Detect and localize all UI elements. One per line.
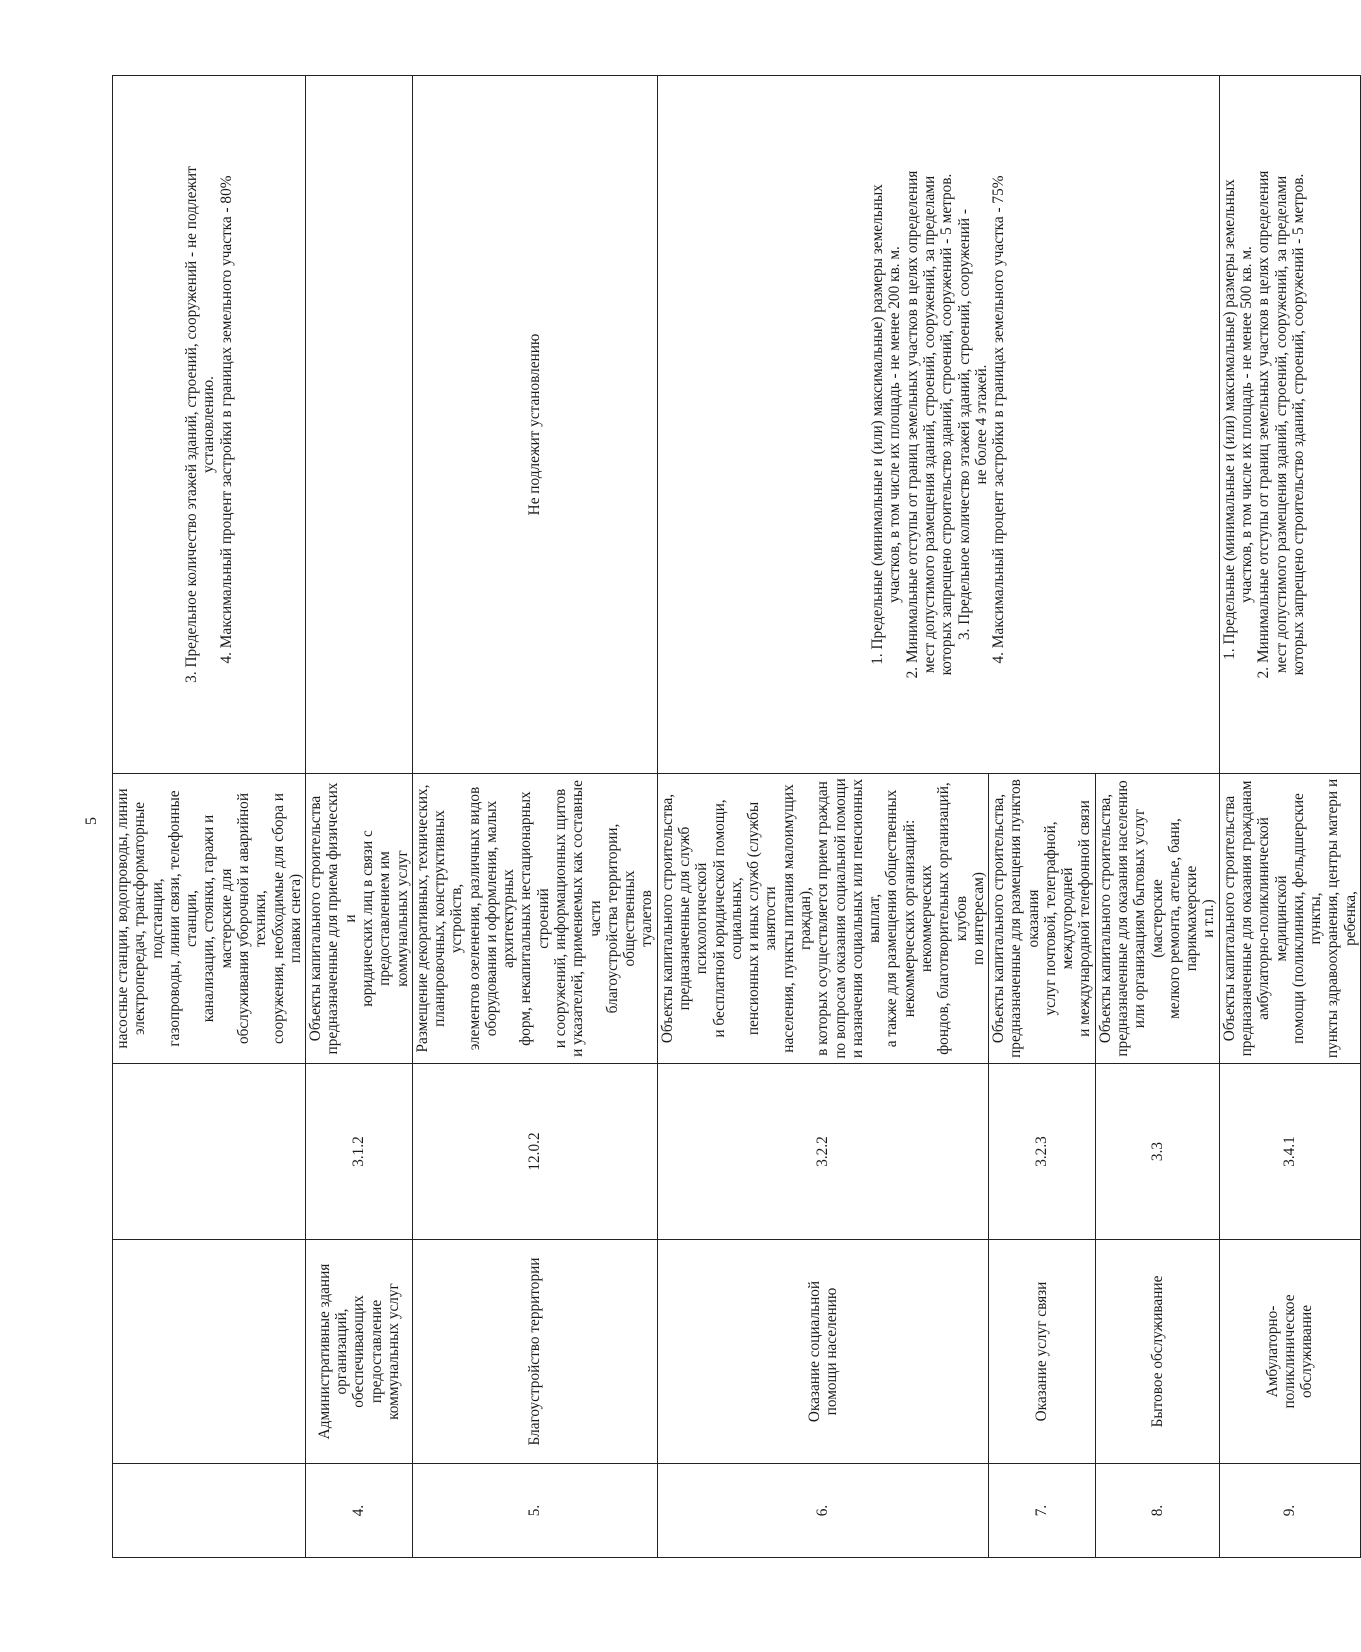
cell-code: 12.0.2 bbox=[412, 1064, 657, 1240]
table-row bbox=[306, 76, 413, 1558]
cell-code: 3.1.2 bbox=[306, 1064, 413, 1240]
table-row-continuation bbox=[113, 76, 306, 1558]
cell-description: Объекты капитального строительства, предназначенные для оказания населению или организациям бытовых услуг (мастерские мелкого ремонта, ателье, бани, парикмахерские и т.п.) bbox=[1095, 774, 1219, 1064]
cell-use-name bbox=[113, 1240, 306, 1464]
cell-number: 7. bbox=[989, 1464, 1096, 1558]
cell-code: 3.2.2 bbox=[657, 1064, 988, 1240]
cell-use-name: Бытовое обслуживание bbox=[1095, 1240, 1219, 1464]
cell-description: Объекты капитального строительства предназначенные для оказания гражданам амбулаторно-поликлинической медицинской помощи (поликлиники, фельдшерские пункты, пункты здравоохранения, центры матери и ребенка, bbox=[1219, 774, 1360, 1064]
cell-description: Размещение декоративных, технических, планировочных, конструктивных устройств, элементов озеленения, различных видов оборудования и оформления, малых архитектурных форм, некапитальных нестационарных строений и сооружений, информационных щитов и указателей, применяемых как составные части благоустройства территории, общественных туалетов bbox=[412, 774, 657, 1064]
cell-use-name: Оказание услуг связи bbox=[989, 1240, 1096, 1464]
cell-code: 3.3 bbox=[1095, 1064, 1219, 1240]
rotated-page-content bbox=[112, 76, 1359, 1558]
cell-code bbox=[113, 1064, 306, 1240]
table-row bbox=[1219, 76, 1360, 1558]
cell-description: Объекты капитального строительства предназначенные для приема физических и юридических лиц в связи с предоставлением им коммунальных услуг bbox=[306, 774, 413, 1064]
cell-parameters: 3. Предельное количество этажей зданий, строений, сооружений - не подлежит установлению. 4. Максимальный процент застройки в границах земельного участка - 80% bbox=[113, 76, 306, 774]
cell-number bbox=[113, 1464, 306, 1558]
cell-code: 3.2.3 bbox=[989, 1064, 1096, 1240]
cell-description: Объекты капитального строительства, предназначенные для размещения пунктов оказания услуг почтовой, телеграфной, междугородней и международной телефонной связи bbox=[989, 774, 1096, 1064]
cell-number: 8. bbox=[1095, 1464, 1219, 1558]
cell-use-name: Благоустройство территории bbox=[412, 1240, 657, 1464]
cell-use-name: Административные здания организаций, обеспечивающих предоставление коммунальных услуг bbox=[306, 1240, 413, 1464]
table-row bbox=[657, 76, 988, 1558]
cell-description: Объекты капитального строительства, предназначенные для служб психологической и бесплатной юридической помощи, социальных, пенсионных и иных служб (службы занятости населения, пункты питания малоимущих граждан), в которых осуществляется прием граждан по вопросам оказания социальной помощи и назначения социальных или пенсионных выплат, а также для размещения общественных некоммерческих организаций: некоммерческих фондов, благотворительных организаций, клубов по интересам) bbox=[657, 774, 988, 1064]
cell-number: 9. bbox=[1219, 1464, 1360, 1558]
cell-number: 4. bbox=[306, 1464, 413, 1558]
cell-number: 6. bbox=[657, 1464, 988, 1558]
table-row bbox=[412, 76, 657, 1558]
cell-number: 5. bbox=[412, 1464, 657, 1558]
cell-use-name: Амбулаторно- поликлиническое обслуживание bbox=[1219, 1240, 1360, 1464]
zoning-regulations-table bbox=[112, 75, 1361, 1558]
cell-use-name: Оказание социальной помощи населению bbox=[657, 1240, 988, 1464]
cell-parameters-group: 1. Предельные (минимальные и (или) максимальные) размеры земельных участков, в том числе их площадь - не менее 200 кв. м. 2. Минимальные отступы от границ земельных участков в целях определения мест допустимого размещения зданий, строений, сооружений, за пределами которых запрещено строительство зданий, строений, сооружений - 5 метров. 3. Предельное количество этажей зданий, строений, сооружений - не более 4 этажей. 4. Максимальный процент застройки в границах земельного участка - 75% bbox=[657, 76, 1219, 774]
cell-code: 3.4.1 bbox=[1219, 1064, 1360, 1240]
cell-parameters-empty bbox=[306, 76, 413, 774]
page-number: 5 bbox=[83, 817, 100, 825]
cell-parameters: 1. Предельные (минимальные и (или) максимальные) размеры земельных участков, в том числе их площадь - не менее 500 кв. м. 2. Минимальные отступы от границ земельных участков в целях определения мест допустимого размещения зданий, строений, сооружений, за пределами которых запрещено строительство зданий, строений, сооружений - 5 метров. bbox=[1219, 76, 1360, 774]
cell-parameters: Не подлежит установлению bbox=[412, 76, 657, 774]
cell-description: насосные станции, водопроводы, линии электропередач, трансформаторные подстанции, газопроводы, линии связи, телефонные станции, канализации, стоянки, гаражи и мастерские для обслуживания уборочной и аварийной техники, сооружения, необходимые для сбора и плавки снега) bbox=[113, 774, 306, 1064]
